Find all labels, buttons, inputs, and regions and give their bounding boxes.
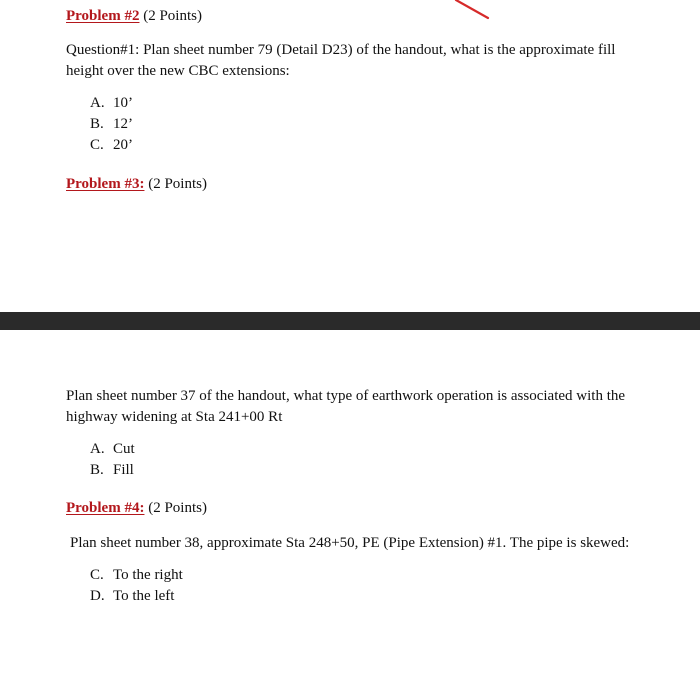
- problem-3-heading: [66, 176, 207, 193]
- option-text: 20’: [113, 137, 133, 153]
- option-text: To the left: [113, 588, 175, 604]
- option-item: [90, 565, 183, 586]
- problem-4-label: Problem #4:: [66, 500, 145, 516]
- problem-2-heading: [66, 8, 202, 25]
- option-text: 10’: [113, 95, 133, 111]
- problem-2-label: Problem #2: [66, 8, 140, 24]
- option-letter: B.: [90, 462, 104, 478]
- option-text: 12’: [113, 116, 133, 132]
- problem-2-options: [90, 93, 133, 156]
- problem-4-heading: [66, 500, 207, 517]
- problem-4-options: [90, 565, 183, 607]
- option-item: [90, 586, 183, 607]
- option-text: Fill: [113, 462, 134, 478]
- problem-2-points: (2 Points): [139, 8, 202, 24]
- problem-4-points: (2 Points): [144, 500, 207, 516]
- option-letter: A.: [90, 95, 105, 111]
- page-divider-band: [0, 312, 700, 330]
- option-item: [90, 93, 133, 114]
- option-letter: C.: [90, 567, 104, 583]
- option-letter: D.: [90, 588, 105, 604]
- option-text: To the right: [113, 567, 183, 583]
- problem-2-question: Question#1: Plan sheet number 79 (Detail D23) of the handout, what is the approximate fill height over the new CBC extensions:: [66, 42, 616, 79]
- option-text: Cut: [113, 441, 135, 457]
- option-item: [90, 114, 133, 135]
- problem-3-options: [90, 439, 135, 481]
- problem-4-question: Plan sheet number 38, approximate Sta 248+50, PE (Pipe Extension) #1. The pipe is skewed:: [70, 535, 630, 551]
- option-item: [90, 439, 135, 460]
- problem-3-question: Plan sheet number 37 of the handout, what type of earthwork operation is associated with the highway widening at Sta 241+00 Rt: [66, 388, 626, 425]
- option-letter: C.: [90, 137, 104, 153]
- problem-3-label: Problem #3:: [66, 176, 145, 192]
- option-letter: B.: [90, 116, 104, 132]
- option-item: [90, 135, 133, 156]
- option-letter: A.: [90, 441, 105, 457]
- red-pen-mark: [452, 0, 492, 20]
- option-item: [90, 460, 135, 481]
- problem-3-points: (2 Points): [144, 176, 207, 192]
